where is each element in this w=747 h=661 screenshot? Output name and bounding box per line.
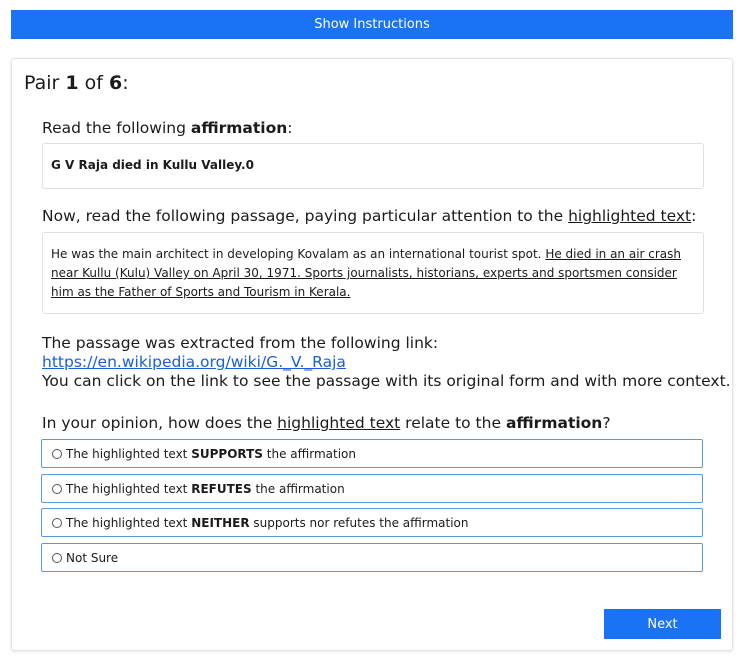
passage-box (42, 232, 704, 314)
option-suffix: the affirmation (266, 446, 356, 461)
question-middle: relate to the (405, 414, 501, 432)
source-block (42, 334, 731, 391)
show-instructions-button[interactable]: Show Instructions (11, 10, 733, 39)
passage-label-prefix: Now, read the following passage, paying particular attention to the (42, 207, 564, 225)
pair-total: 6 (109, 72, 123, 94)
option-suffix: the affirmation (255, 481, 345, 496)
passage-label (42, 207, 696, 225)
option-bold: NEITHER (191, 515, 250, 530)
pair-prefix: Pair (24, 72, 60, 94)
source-link[interactable]: https://en.wikipedia.org/wiki/G._V._Raja (42, 353, 346, 371)
question-prefix: In your opinion, how does the (42, 414, 273, 432)
passage-highlighted-text: He died in an air crash near Kullu (Kulu) Valley on April 30, 1971. Sports journalists, historians, experts and sportsmen consider him as the Father of Sports and Tourism in Kerala. (51, 247, 682, 299)
pair-suffix: : (122, 72, 129, 94)
pair-of: of (84, 72, 103, 94)
question-suffix: ? (602, 414, 611, 432)
radio-icon[interactable] (52, 518, 62, 528)
option-neither[interactable] (41, 508, 703, 537)
passage-label-suffix: : (691, 207, 697, 225)
option-bold: REFUTES (191, 481, 252, 496)
passage-label-highlight: highlighted text (568, 207, 692, 225)
passage-plain-text: He was the main architect in developing Kovalam as an international tourist spot. (51, 247, 546, 261)
affirmation-text: G V Raja died in Kullu Valley.0 (42, 143, 704, 189)
pair-heading (24, 72, 129, 94)
option-refutes[interactable] (41, 474, 703, 503)
pair-card (11, 58, 733, 651)
option-prefix: The highlighted text (66, 481, 188, 496)
next-button[interactable]: Next (604, 609, 721, 639)
option-supports[interactable] (41, 439, 703, 468)
option-label: Not Sure (66, 550, 119, 565)
option-not-sure[interactable] (41, 543, 703, 572)
option-suffix: supports nor refutes the affirmation (253, 515, 469, 530)
affirmation-label-bold: affirmation (190, 119, 288, 137)
option-prefix: The highlighted text (66, 515, 188, 530)
option-prefix: The highlighted text (66, 446, 188, 461)
source-intro: The passage was extracted from the following link: (42, 334, 439, 352)
source-note: You can click on the link to see the passage with its original form and with more context. (42, 372, 731, 390)
pair-current: 1 (65, 72, 79, 94)
question-label (42, 414, 611, 432)
radio-icon[interactable] (52, 449, 62, 459)
affirmation-label-prefix: Read the following (42, 119, 186, 137)
affirmation-label (42, 119, 293, 137)
question-highlight: highlighted text (277, 414, 401, 432)
radio-icon[interactable] (52, 484, 62, 494)
question-bold: affirmation (505, 414, 603, 432)
radio-icon[interactable] (52, 553, 62, 563)
affirmation-label-suffix: : (287, 119, 293, 137)
option-bold: SUPPORTS (191, 446, 263, 461)
